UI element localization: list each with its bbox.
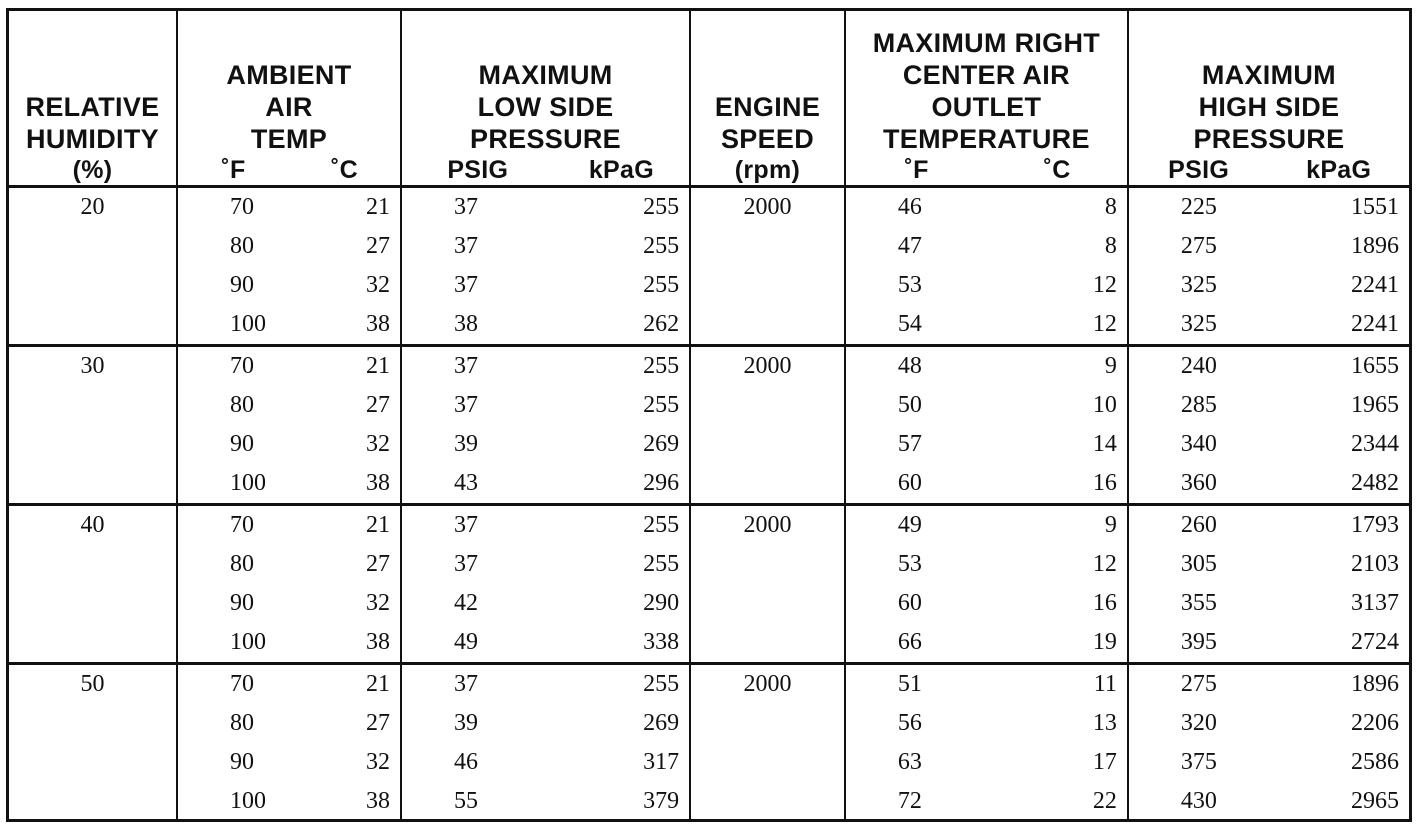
cell-outlet-f: 60 — [897, 470, 922, 496]
cell-ambient-f: 70 — [177, 346, 289, 387]
ac-performance-table — [9, 11, 1409, 821]
cell-low-psig: 37 — [401, 346, 554, 387]
cell-outlet-f: 56 — [897, 710, 922, 736]
unit-low-psig: PSIG — [401, 155, 554, 187]
cell-low-psig: 37 — [401, 187, 554, 228]
cell-low-kpag: 255 — [554, 664, 690, 705]
cell-high-kpag: 2965 — [1351, 788, 1399, 814]
cell-high-kpag: 1965 — [1351, 392, 1399, 418]
cell-engine-speed: 2000 — [690, 664, 845, 822]
cell-ambient-f: 100 — [229, 629, 266, 655]
header-ambient-air-temp — [177, 11, 401, 155]
cell-ambient-f: 80 — [229, 710, 254, 736]
header-max-low-side-pressure — [401, 11, 690, 155]
header-line: HIGH SIDE — [1198, 92, 1340, 122]
unit-low-kpag: kPaG — [554, 155, 690, 187]
cell-low-kpag: 255 — [554, 386, 690, 425]
cell-low-kpag: 317 — [554, 743, 690, 782]
cell-ambient-f: 100 — [229, 788, 266, 814]
cell-outlet-f: 50 — [897, 392, 922, 418]
cell-ambient-c: 32 — [289, 266, 401, 305]
cell-low-psig: 37 — [453, 233, 478, 259]
cell-outlet-f: 46 — [845, 187, 988, 228]
cell-relative-humidity: 50 — [9, 664, 177, 822]
cell-ambient-f: 100 — [229, 311, 266, 337]
cell-high-kpag: 2344 — [1351, 431, 1399, 457]
table-row — [9, 664, 1409, 705]
header-line: ENGINE — [714, 92, 821, 122]
cell-ambient-c: 32 — [289, 743, 401, 782]
header-line: SPEED — [720, 124, 814, 154]
cell-high-psig: 340 — [1180, 431, 1217, 457]
header-line: AMBIENT — [226, 60, 352, 90]
cell-outlet-c: 17 — [987, 743, 1128, 782]
cell-high-kpag: 2482 — [1351, 470, 1399, 496]
cell-engine-speed: 2000 — [690, 505, 845, 664]
cell-high-psig: 360 — [1180, 470, 1217, 496]
cell-relative-humidity: 20 — [9, 187, 177, 346]
cell-outlet-f: 66 — [897, 629, 922, 655]
cell-relative-humidity: 40 — [9, 505, 177, 664]
cell-outlet-f: 72 — [897, 788, 922, 814]
cell-engine-speed: 2000 — [690, 346, 845, 505]
cell-ambient-f: 80 — [229, 392, 254, 418]
cell-low-psig: 37 — [401, 664, 554, 705]
performance-table-frame — [6, 8, 1412, 822]
cell-ambient-f: 90 — [229, 431, 254, 457]
cell-low-psig: 39 — [453, 431, 478, 457]
cell-outlet-c: 12 — [987, 305, 1128, 346]
header-max-outlet-temperature — [845, 11, 1128, 155]
cell-outlet-f: 63 — [897, 749, 922, 775]
cell-outlet-c: 19 — [987, 623, 1128, 664]
header-relative-humidity — [9, 11, 177, 155]
cell-ambient-f: 90 — [229, 272, 254, 298]
cell-ambient-c: 21 — [289, 187, 401, 228]
cell-outlet-c: 12 — [987, 266, 1128, 305]
header-line: HUMIDITY — [26, 124, 159, 154]
cell-ambient-c: 27 — [289, 545, 401, 584]
header-line: PRESSURE — [470, 124, 621, 154]
cell-high-psig: 430 — [1180, 788, 1217, 814]
header-line: CENTER AIR — [902, 60, 1070, 90]
cell-ambient-f: 80 — [229, 233, 254, 259]
header-line: TEMP — [250, 124, 328, 154]
cell-outlet-f: 57 — [897, 431, 922, 457]
cell-low-kpag: 255 — [554, 227, 690, 266]
table-row — [9, 505, 1409, 546]
cell-outlet-f: 53 — [897, 551, 922, 577]
cell-ambient-c: 38 — [289, 782, 401, 821]
cell-outlet-f: 51 — [845, 664, 988, 705]
cell-outlet-c: 8 — [987, 227, 1128, 266]
cell-low-kpag: 255 — [554, 187, 690, 228]
cell-low-kpag: 255 — [554, 346, 690, 387]
units-row — [9, 155, 1409, 187]
cell-engine-speed: 2000 — [690, 187, 845, 346]
cell-high-kpag: 2241 — [1351, 311, 1399, 337]
cell-ambient-c: 21 — [289, 346, 401, 387]
cell-ambient-c: 27 — [289, 704, 401, 743]
cell-low-psig: 55 — [453, 788, 478, 814]
cell-outlet-c: 9 — [987, 505, 1128, 546]
cell-outlet-c: 10 — [987, 386, 1128, 425]
cell-high-psig: 275 — [1180, 233, 1217, 259]
cell-low-kpag: 290 — [554, 584, 690, 623]
cell-low-kpag: 262 — [554, 305, 690, 346]
cell-ambient-f: 90 — [229, 590, 254, 616]
cell-high-psig: 325 — [1180, 272, 1217, 298]
cell-high-psig: 285 — [1180, 392, 1217, 418]
header-line: MAXIMUM — [478, 60, 613, 90]
cell-low-kpag: 269 — [554, 704, 690, 743]
cell-ambient-f: 70 — [177, 187, 289, 228]
cell-high-psig: 225 — [1128, 187, 1269, 228]
header-line: AIR — [265, 92, 313, 122]
cell-low-kpag: 338 — [554, 623, 690, 664]
table-body — [9, 187, 1409, 822]
unit-outlet-c: ˚C — [987, 155, 1128, 187]
cell-high-kpag: 1896 — [1268, 664, 1409, 705]
cell-ambient-f: 70 — [177, 664, 289, 705]
cell-high-kpag: 1896 — [1351, 233, 1399, 259]
cell-low-kpag: 255 — [554, 505, 690, 546]
unit-humidity: (%) — [9, 155, 177, 187]
header-engine-speed — [690, 11, 845, 155]
unit-speed: (rpm) — [690, 155, 845, 187]
cell-ambient-c: 38 — [289, 464, 401, 505]
cell-ambient-f: 90 — [229, 749, 254, 775]
unit-outlet-f: ˚F — [845, 155, 988, 187]
cell-outlet-f: 48 — [845, 346, 988, 387]
cell-low-psig: 49 — [453, 629, 478, 655]
cell-high-kpag: 2241 — [1351, 272, 1399, 298]
header-line: TEMPERATURE — [882, 124, 1090, 154]
cell-ambient-c: 27 — [289, 386, 401, 425]
cell-outlet-c: 16 — [987, 584, 1128, 623]
unit-high-psig: PSIG — [1128, 155, 1269, 187]
table-row — [9, 187, 1409, 228]
cell-high-kpag: 2206 — [1351, 710, 1399, 736]
header-line: MAXIMUM RIGHT — [872, 28, 1101, 58]
cell-high-psig: 395 — [1180, 629, 1217, 655]
header-line: PRESSURE — [1193, 124, 1345, 154]
cell-outlet-f: 60 — [897, 590, 922, 616]
cell-outlet-f: 54 — [897, 311, 922, 337]
cell-ambient-f: 100 — [229, 470, 266, 496]
cell-low-psig: 37 — [401, 505, 554, 546]
cell-outlet-c: 8 — [987, 187, 1128, 228]
cell-high-psig: 325 — [1180, 311, 1217, 337]
cell-high-psig: 375 — [1180, 749, 1217, 775]
cell-low-psig: 38 — [453, 311, 478, 337]
cell-outlet-f: 53 — [897, 272, 922, 298]
cell-low-psig: 37 — [453, 272, 478, 298]
cell-ambient-f: 70 — [177, 505, 289, 546]
cell-ambient-f: 80 — [229, 551, 254, 577]
cell-high-kpag: 1793 — [1268, 505, 1409, 546]
cell-high-kpag: 2724 — [1351, 629, 1399, 655]
cell-low-psig: 46 — [453, 749, 478, 775]
cell-low-psig: 37 — [453, 392, 478, 418]
cell-high-psig: 240 — [1128, 346, 1269, 387]
cell-low-kpag: 255 — [554, 266, 690, 305]
cell-high-psig: 355 — [1180, 590, 1217, 616]
cell-low-kpag: 255 — [554, 545, 690, 584]
header-line: OUTLET — [931, 92, 1042, 122]
cell-high-psig: 275 — [1128, 664, 1269, 705]
header-line: MAXIMUM — [1201, 60, 1336, 90]
cell-high-psig: 260 — [1128, 505, 1269, 546]
cell-low-psig: 39 — [453, 710, 478, 736]
cell-high-kpag: 3137 — [1351, 590, 1399, 616]
cell-outlet-c: 12 — [987, 545, 1128, 584]
cell-ambient-c: 32 — [289, 584, 401, 623]
cell-high-kpag: 1551 — [1268, 187, 1409, 228]
cell-high-psig: 320 — [1180, 710, 1217, 736]
unit-high-kpag: kPaG — [1268, 155, 1409, 187]
cell-outlet-c: 9 — [987, 346, 1128, 387]
cell-outlet-f: 49 — [845, 505, 988, 546]
cell-ambient-c: 21 — [289, 505, 401, 546]
header-row — [9, 11, 1409, 155]
cell-outlet-f: 47 — [897, 233, 922, 259]
unit-ambient-f: ˚F — [177, 155, 289, 187]
table-row — [9, 346, 1409, 387]
cell-ambient-c: 27 — [289, 227, 401, 266]
cell-ambient-c: 21 — [289, 664, 401, 705]
cell-low-kpag: 296 — [554, 464, 690, 505]
cell-low-psig: 37 — [453, 551, 478, 577]
cell-outlet-c: 16 — [987, 464, 1128, 505]
unit-ambient-c: ˚C — [289, 155, 401, 187]
cell-low-kpag: 379 — [554, 782, 690, 821]
cell-outlet-c: 11 — [987, 664, 1128, 705]
cell-high-kpag: 2103 — [1351, 551, 1399, 577]
cell-high-kpag: 1655 — [1268, 346, 1409, 387]
cell-low-kpag: 269 — [554, 425, 690, 464]
cell-low-psig: 43 — [453, 470, 478, 496]
cell-ambient-c: 32 — [289, 425, 401, 464]
header-max-high-side-pressure — [1128, 11, 1409, 155]
cell-ambient-c: 38 — [289, 623, 401, 664]
cell-outlet-c: 14 — [987, 425, 1128, 464]
header-line: RELATIVE — [25, 92, 160, 122]
cell-high-kpag: 2586 — [1351, 749, 1399, 775]
cell-ambient-c: 38 — [289, 305, 401, 346]
cell-low-psig: 42 — [453, 590, 478, 616]
cell-high-psig: 305 — [1180, 551, 1217, 577]
cell-outlet-c: 13 — [987, 704, 1128, 743]
cell-outlet-c: 22 — [987, 782, 1128, 821]
cell-relative-humidity: 30 — [9, 346, 177, 505]
header-line: LOW SIDE — [477, 92, 614, 122]
